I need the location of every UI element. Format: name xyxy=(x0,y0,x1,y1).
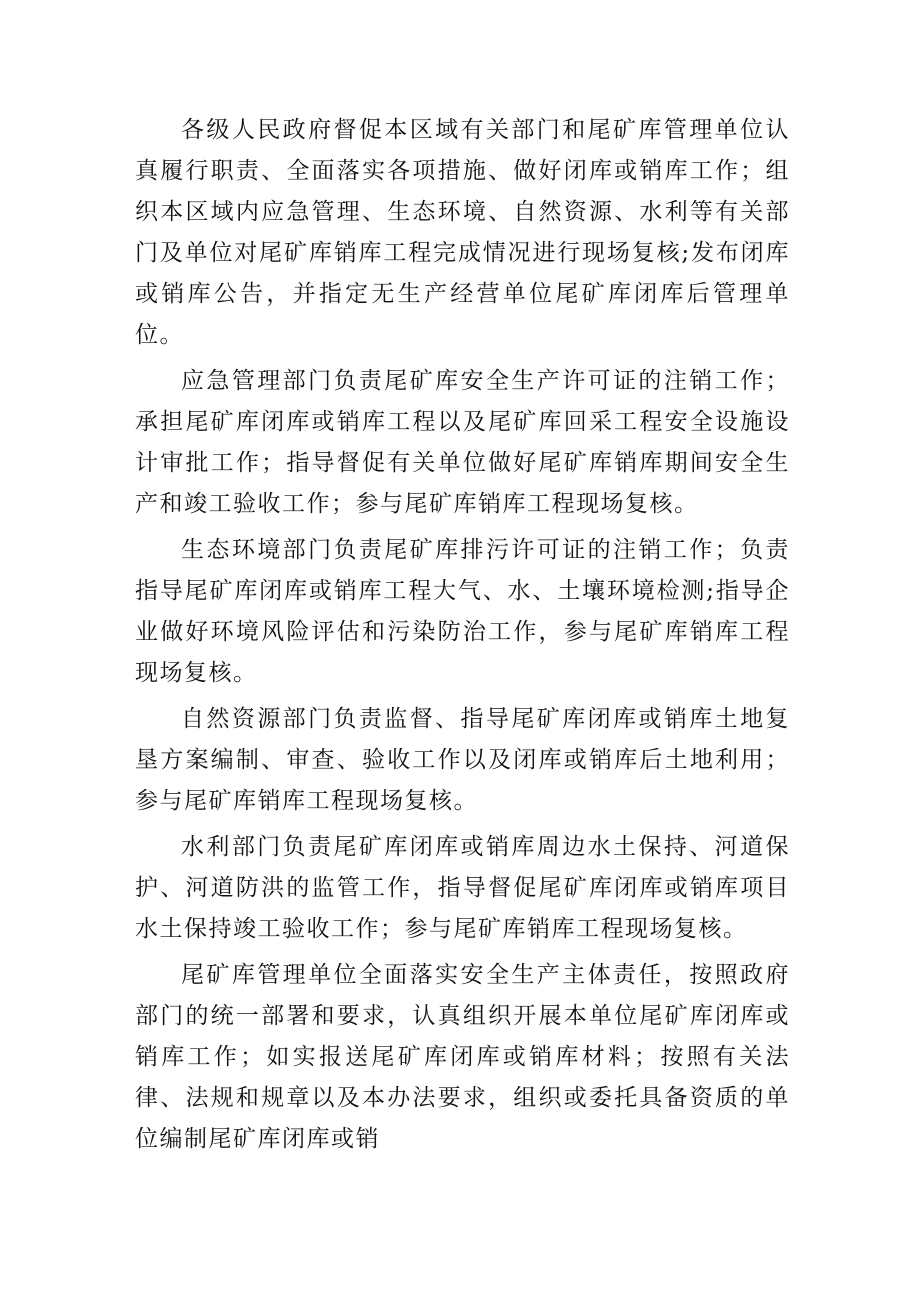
document-body xyxy=(135,110,790,1160)
paragraph-government-duties: 各级人民政府督促本区域有关部门和尾矿库管理单位认真履行职责、全面落实各项措施、做好闭库或销库工作；组织本区域内应急管理、生态环境、自然资源、水利等有关部门及单位对尾矿库销库工程完成情况进行现场复核;发布闭库或销库公告，并指定无生产经营单位尾矿库闭库后管理单位。 xyxy=(135,117,790,348)
paragraph-water-resources: 水利部门负责尾矿库闭库或销库周边水土保持、河道保护、河道防洪的监管工作，指导督促尾矿库闭库或销库项目水土保持竣工验收工作；参与尾矿库销库工程现场复核。 xyxy=(135,834,790,942)
paragraph-emergency-management: 应急管理部门负责尾矿库安全生产许可证的注销工作；承担尾矿库闭库或销库工程以及尾矿库回采工程安全设施设计审批工作；指导督促有关单位做好尾矿库销库期间安全生产和竣工验收工作；参与尾矿库销库工程现场复核。 xyxy=(135,368,790,517)
paragraph-natural-resources: 自然资源部门负责监督、指导尾矿库闭库或销库土地复垦方案编制、审查、验收工作以及闭库或销库后土地利用；参与尾矿库销库工程现场复核。 xyxy=(135,706,790,814)
paragraph-management-unit: 尾矿库管理单位全面落实安全生产主体责任，按照政府部门的统一部署和要求，认真组织开展本单位尾矿库闭库或销库工作；如实报送尾矿库闭库或销库材料；按照有关法律、法规和规章以及本办法要求，组织或委托具备资质的单位编制尾矿库闭库或销 xyxy=(135,962,790,1152)
paragraph-ecological-environment: 生态环境部门负责尾矿库排污许可证的注销工作；负责指导尾矿库闭库或销库工程大气、水、土壤环境检测;指导企业做好环境风险评估和污染防治工作，参与尾矿库销库工程现场复核。 xyxy=(135,537,790,686)
